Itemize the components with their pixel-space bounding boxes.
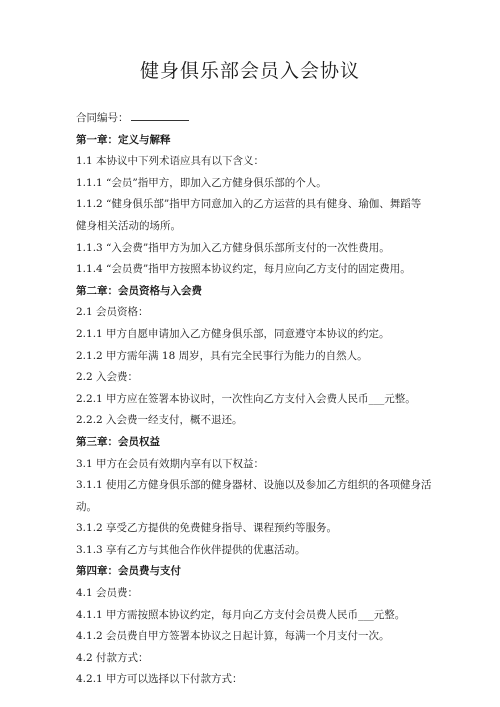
- clause-line: 1.1.2 “健身俱乐部”指甲方同意加入的乙方运营的具有健身、瑜伽、舞蹈等: [76, 198, 422, 211]
- clause-line: 健身相关活动的场所。: [76, 219, 181, 232]
- contract-number-row: [76, 108, 452, 130]
- chapter-heading: 第四章：会员费与支付: [76, 565, 181, 578]
- contract-number-label: 合同编号：: [76, 112, 129, 124]
- clause-line: 1.1.1 “会员”指甲方，即加入乙方健身俱乐部的个人。: [76, 176, 327, 189]
- clause-line: 1.1 本协议中下列术语应具有以下含义：: [76, 155, 265, 168]
- document-title: 健身俱乐部会员入会协议: [139, 60, 360, 82]
- clause-line: 1.1.3 “入会费”指甲方为加入乙方健身俱乐部所支付的一次性费用。: [76, 241, 390, 254]
- clause-line: 4.1.1 甲方需按照本协议约定，每月向乙方支付会员费人民币___元整。: [76, 608, 406, 621]
- clause-line: 2.1.2 甲方需年满 18 周岁，具有完全民事行为能力的自然人。: [76, 349, 368, 362]
- clause-line: 2.1 会员资格：: [76, 306, 149, 319]
- clause-line: 4.1 会员费：: [76, 587, 139, 600]
- contract-number-blank[interactable]: [131, 109, 189, 121]
- chapter-heading: 第二章：会员资格与入会费: [76, 284, 202, 297]
- clause-line: 4.1.2 会员费自甲方签署本协议之日起计算，每满一个月支付一次。: [76, 630, 390, 643]
- clause-line: 4.2 付款方式：: [76, 651, 149, 664]
- chapter-heading: 第三章：会员权益: [76, 435, 160, 448]
- clause-line: 3.1.2 享受乙方提供的免费健身指导、课程预约等服务。: [76, 522, 338, 535]
- clause-line: 2.2.1 甲方应在签署本协议时，一次性向乙方支付入会费人民币___元整。: [76, 392, 416, 405]
- clause-line: 2.1.1 甲方自愿申请加入乙方健身俱乐部，同意遵守本协议的约定。: [76, 327, 390, 340]
- clause-line: 3.1.1 使用乙方健身俱乐部的健身器材、设施以及参加乙方组织的各项健身活: [76, 479, 432, 492]
- clause-line: 3.1 甲方在会员有效期内享有以下权益：: [76, 457, 265, 470]
- clause-line: 4.2.1 甲方可以选择以下付款方式：: [76, 673, 243, 686]
- clause-line: 3.1.3 享有乙方与其他合作伙伴提供的优惠活动。: [76, 543, 306, 556]
- clause-line: 2.2.2 入会费一经支付，概不退还。: [76, 414, 243, 427]
- clause-line: 2.2 入会费：: [76, 371, 139, 384]
- document-body: [76, 130, 452, 691]
- clause-line: 动。: [76, 500, 97, 513]
- clause-line: 1.1.4 “会员费”指甲方按照本协议约定，每月应向乙方支付的固定费用。: [76, 263, 411, 276]
- chapter-heading: 第一章：定义与解释: [76, 133, 171, 146]
